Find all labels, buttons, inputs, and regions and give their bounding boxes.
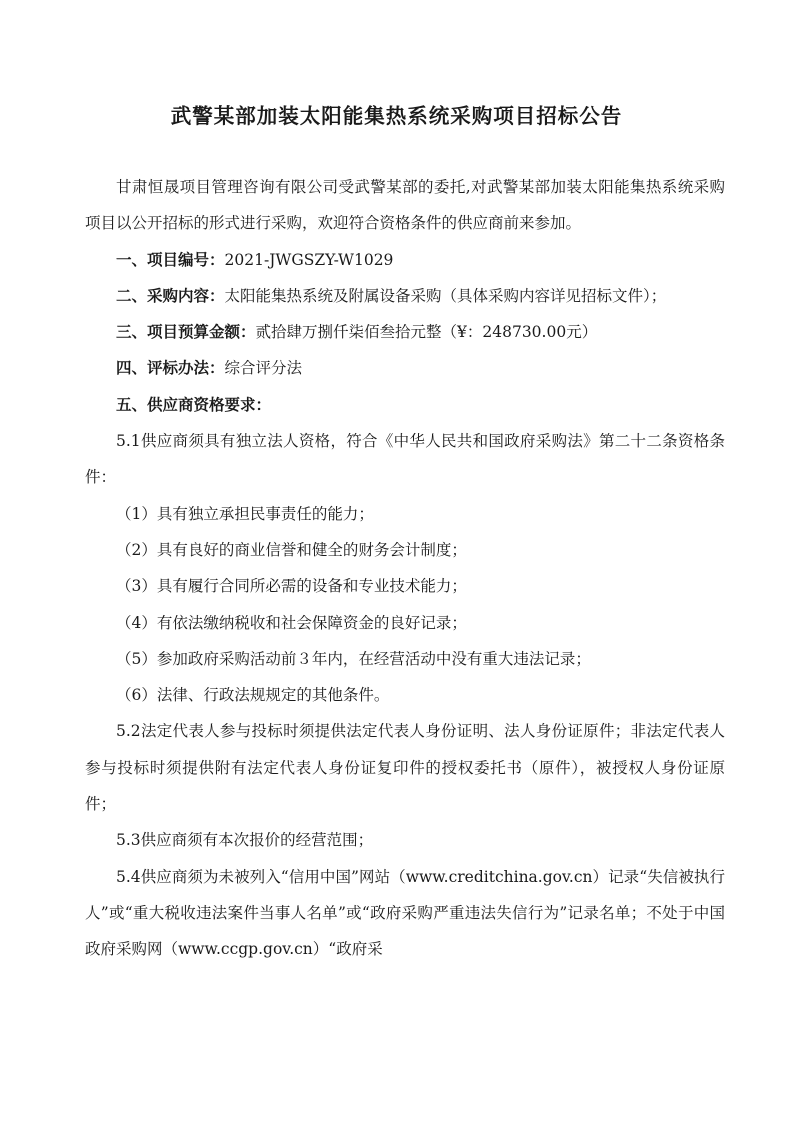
- condition-item: （4）有依法缴纳税收和社会保障资金的良好记录；: [116, 613, 467, 632]
- section-project-number: [85, 242, 725, 278]
- section-procurement-content-label: 二、采购内容：: [116, 286, 225, 305]
- condition-item: （3）具有履行合同所必需的设备和专业技术能力；: [116, 577, 467, 596]
- section-evaluation-method-label: 四、评标办法：: [116, 359, 225, 378]
- section-evaluation-method: [85, 350, 725, 386]
- intro-paragraph: 甘肃恒晟项目管理咨询有限公司受武警某部的委托,对武警某部加装太阳能集热系统采购项目以公开招标的形式进行采购，欢迎符合资格条件的供应商前来参加。: [85, 178, 725, 233]
- section-procurement-content: [85, 278, 725, 314]
- requirement-5-3: 5.3供应商须有本次报价的经营范围；: [116, 831, 374, 850]
- page-title: 武警某部加装太阳能集热系统采购项目招标公告: [170, 104, 623, 128]
- section-supplier-requirements-label: 五、供应商资格要求：: [116, 395, 272, 414]
- conditions-list: [85, 496, 725, 714]
- condition-item: （1）具有独立承担民事责任的能力；: [116, 504, 374, 523]
- section-budget-value: 贰拾肆万捌仟柒佰叁拾元整（¥：248730.00元）: [255, 323, 598, 342]
- section-project-number-value: 2021-JWGSZY-W1029: [224, 250, 394, 269]
- document-body: [85, 169, 725, 968]
- section-project-number-label: 一、项目编号：: [116, 250, 225, 269]
- section-procurement-content-value: 太阳能集热系统及附属设备采购（具体采购内容详见招标文件）；: [224, 286, 667, 305]
- requirement-5-4: 5.4供应商须为未被列入“信用中国”网站（www.creditchina.gov.cn）记录“失信被执行人”或“重大税收违法案件当事人名单”或“政府采购严重违法失信行为”记录名单；不处于中国政府采购网（www.ccgp.gov.cn）“政府采: [85, 867, 725, 959]
- section-budget-label: 三、项目预算金额：: [116, 323, 256, 342]
- requirement-5-2: 5.2法定代表人参与投标时须提供法定代表人身份证明、法人身份证原件；非法定代表人参与投标时须提供附有法定代表人身份证复印件的授权委托书（原件），被授权人身份证原件；: [85, 722, 725, 814]
- section-supplier-requirements: [85, 387, 725, 423]
- condition-item: （5）参加政府采购活动前３年内，在经营活动中没有重大违法记录；: [116, 649, 591, 668]
- condition-item: （6）法律、行政法规规定的其他条件。: [116, 686, 390, 705]
- section-evaluation-method-value: 综合评分法: [224, 359, 303, 378]
- condition-item: （2）具有良好的商业信誉和健全的财务会计制度；: [116, 540, 467, 559]
- section-budget: [85, 314, 725, 350]
- requirement-5-1: 5.1供应商须具有独立法人资格，符合《中华人民共和国政府采购法》第二十二条资格条件：: [85, 432, 725, 487]
